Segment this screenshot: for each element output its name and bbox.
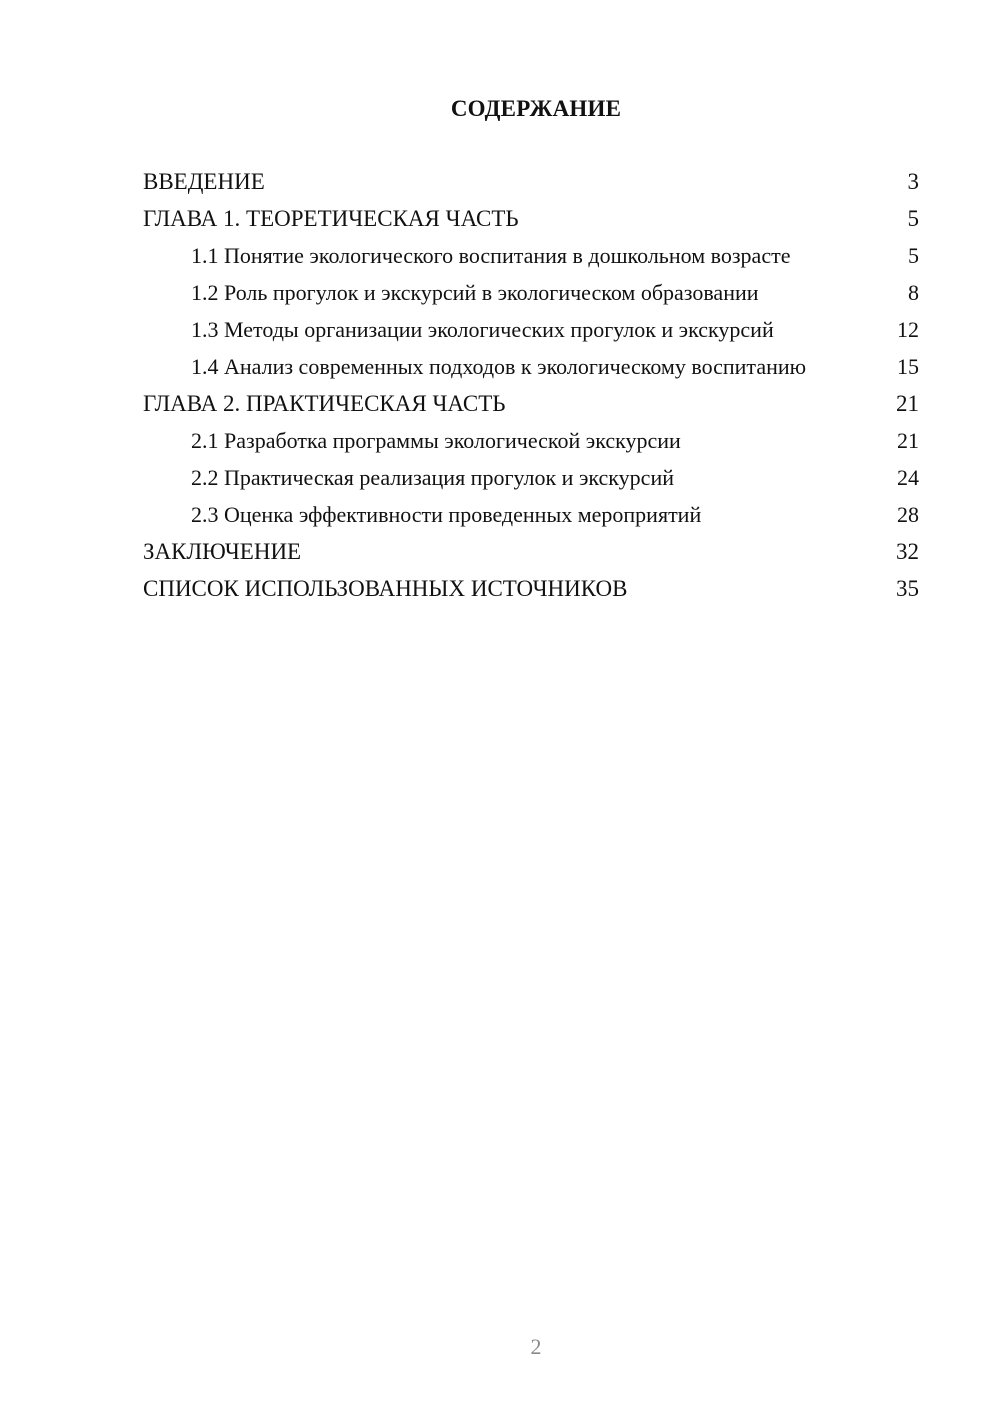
toc-entry-label: 1.3 Методы организации экологических прогулок и экскурсий xyxy=(191,317,774,342)
toc-entry-label: ВВЕДЕНИЕ xyxy=(143,169,265,194)
toc-entry-page: 8 xyxy=(908,280,919,305)
toc-entry-page: 21 xyxy=(896,391,919,416)
toc-entry-page: 21 xyxy=(897,428,919,453)
toc-entry-chapter-1 xyxy=(143,205,919,232)
toc-entry-page: 12 xyxy=(897,317,919,342)
toc-entry-page: 5 xyxy=(908,243,919,268)
toc-entry-section-2-2 xyxy=(143,464,919,491)
page-number: 2 xyxy=(530,1334,542,1359)
toc-entry-page: 28 xyxy=(897,502,919,527)
toc-entry-label: 1.1 Понятие экологического воспитания в дошкольном возрасте xyxy=(191,243,791,268)
table-of-contents xyxy=(143,168,919,612)
toc-entry-section-1-4 xyxy=(143,353,919,380)
toc-entry-page: 5 xyxy=(907,206,919,231)
toc-entry-section-1-2 xyxy=(143,279,919,306)
toc-entry-label: ГЛАВА 2. ПРАКТИЧЕСКАЯ ЧАСТЬ xyxy=(143,391,506,416)
toc-entry-label: 1.4 Анализ современных подходов к экологическому воспитанию xyxy=(191,354,807,379)
toc-entry-page: 24 xyxy=(897,465,919,490)
toc-entry-label: ЗАКЛЮЧЕНИЕ xyxy=(143,539,302,564)
toc-entry-section-2-1 xyxy=(143,427,919,454)
toc-title: СОДЕРЖАНИЕ xyxy=(450,96,622,121)
toc-entry-label: 1.2 Роль прогулок и экскурсий в экологическом образовании xyxy=(191,280,759,305)
toc-entry-conclusion xyxy=(143,538,919,565)
toc-entry-section-2-3 xyxy=(143,501,919,528)
toc-entry-references xyxy=(143,575,919,602)
toc-entry-section-1-1 xyxy=(143,242,919,269)
toc-entry-chapter-2 xyxy=(143,390,919,417)
toc-entry-label: СПИСОК ИСПОЛЬЗОВАННЫХ ИСТОЧНИКОВ xyxy=(143,576,628,601)
toc-entry-page: 35 xyxy=(896,576,919,601)
toc-entry-label: 2.2 Практическая реализация прогулок и экскурсий xyxy=(191,465,674,490)
toc-entry-introduction xyxy=(143,168,919,195)
toc-entry-page: 32 xyxy=(896,539,919,564)
toc-entry-label: ГЛАВА 1. ТЕОРЕТИЧЕСКАЯ ЧАСТЬ xyxy=(143,206,519,231)
toc-entry-section-1-3 xyxy=(143,316,919,343)
toc-entry-page: 3 xyxy=(907,169,919,194)
toc-entry-page: 15 xyxy=(897,354,919,379)
toc-entry-label: 2.3 Оценка эффективности проведенных мероприятий xyxy=(191,502,702,527)
toc-entry-label: 2.1 Разработка программы экологической экскурсии xyxy=(191,428,681,453)
